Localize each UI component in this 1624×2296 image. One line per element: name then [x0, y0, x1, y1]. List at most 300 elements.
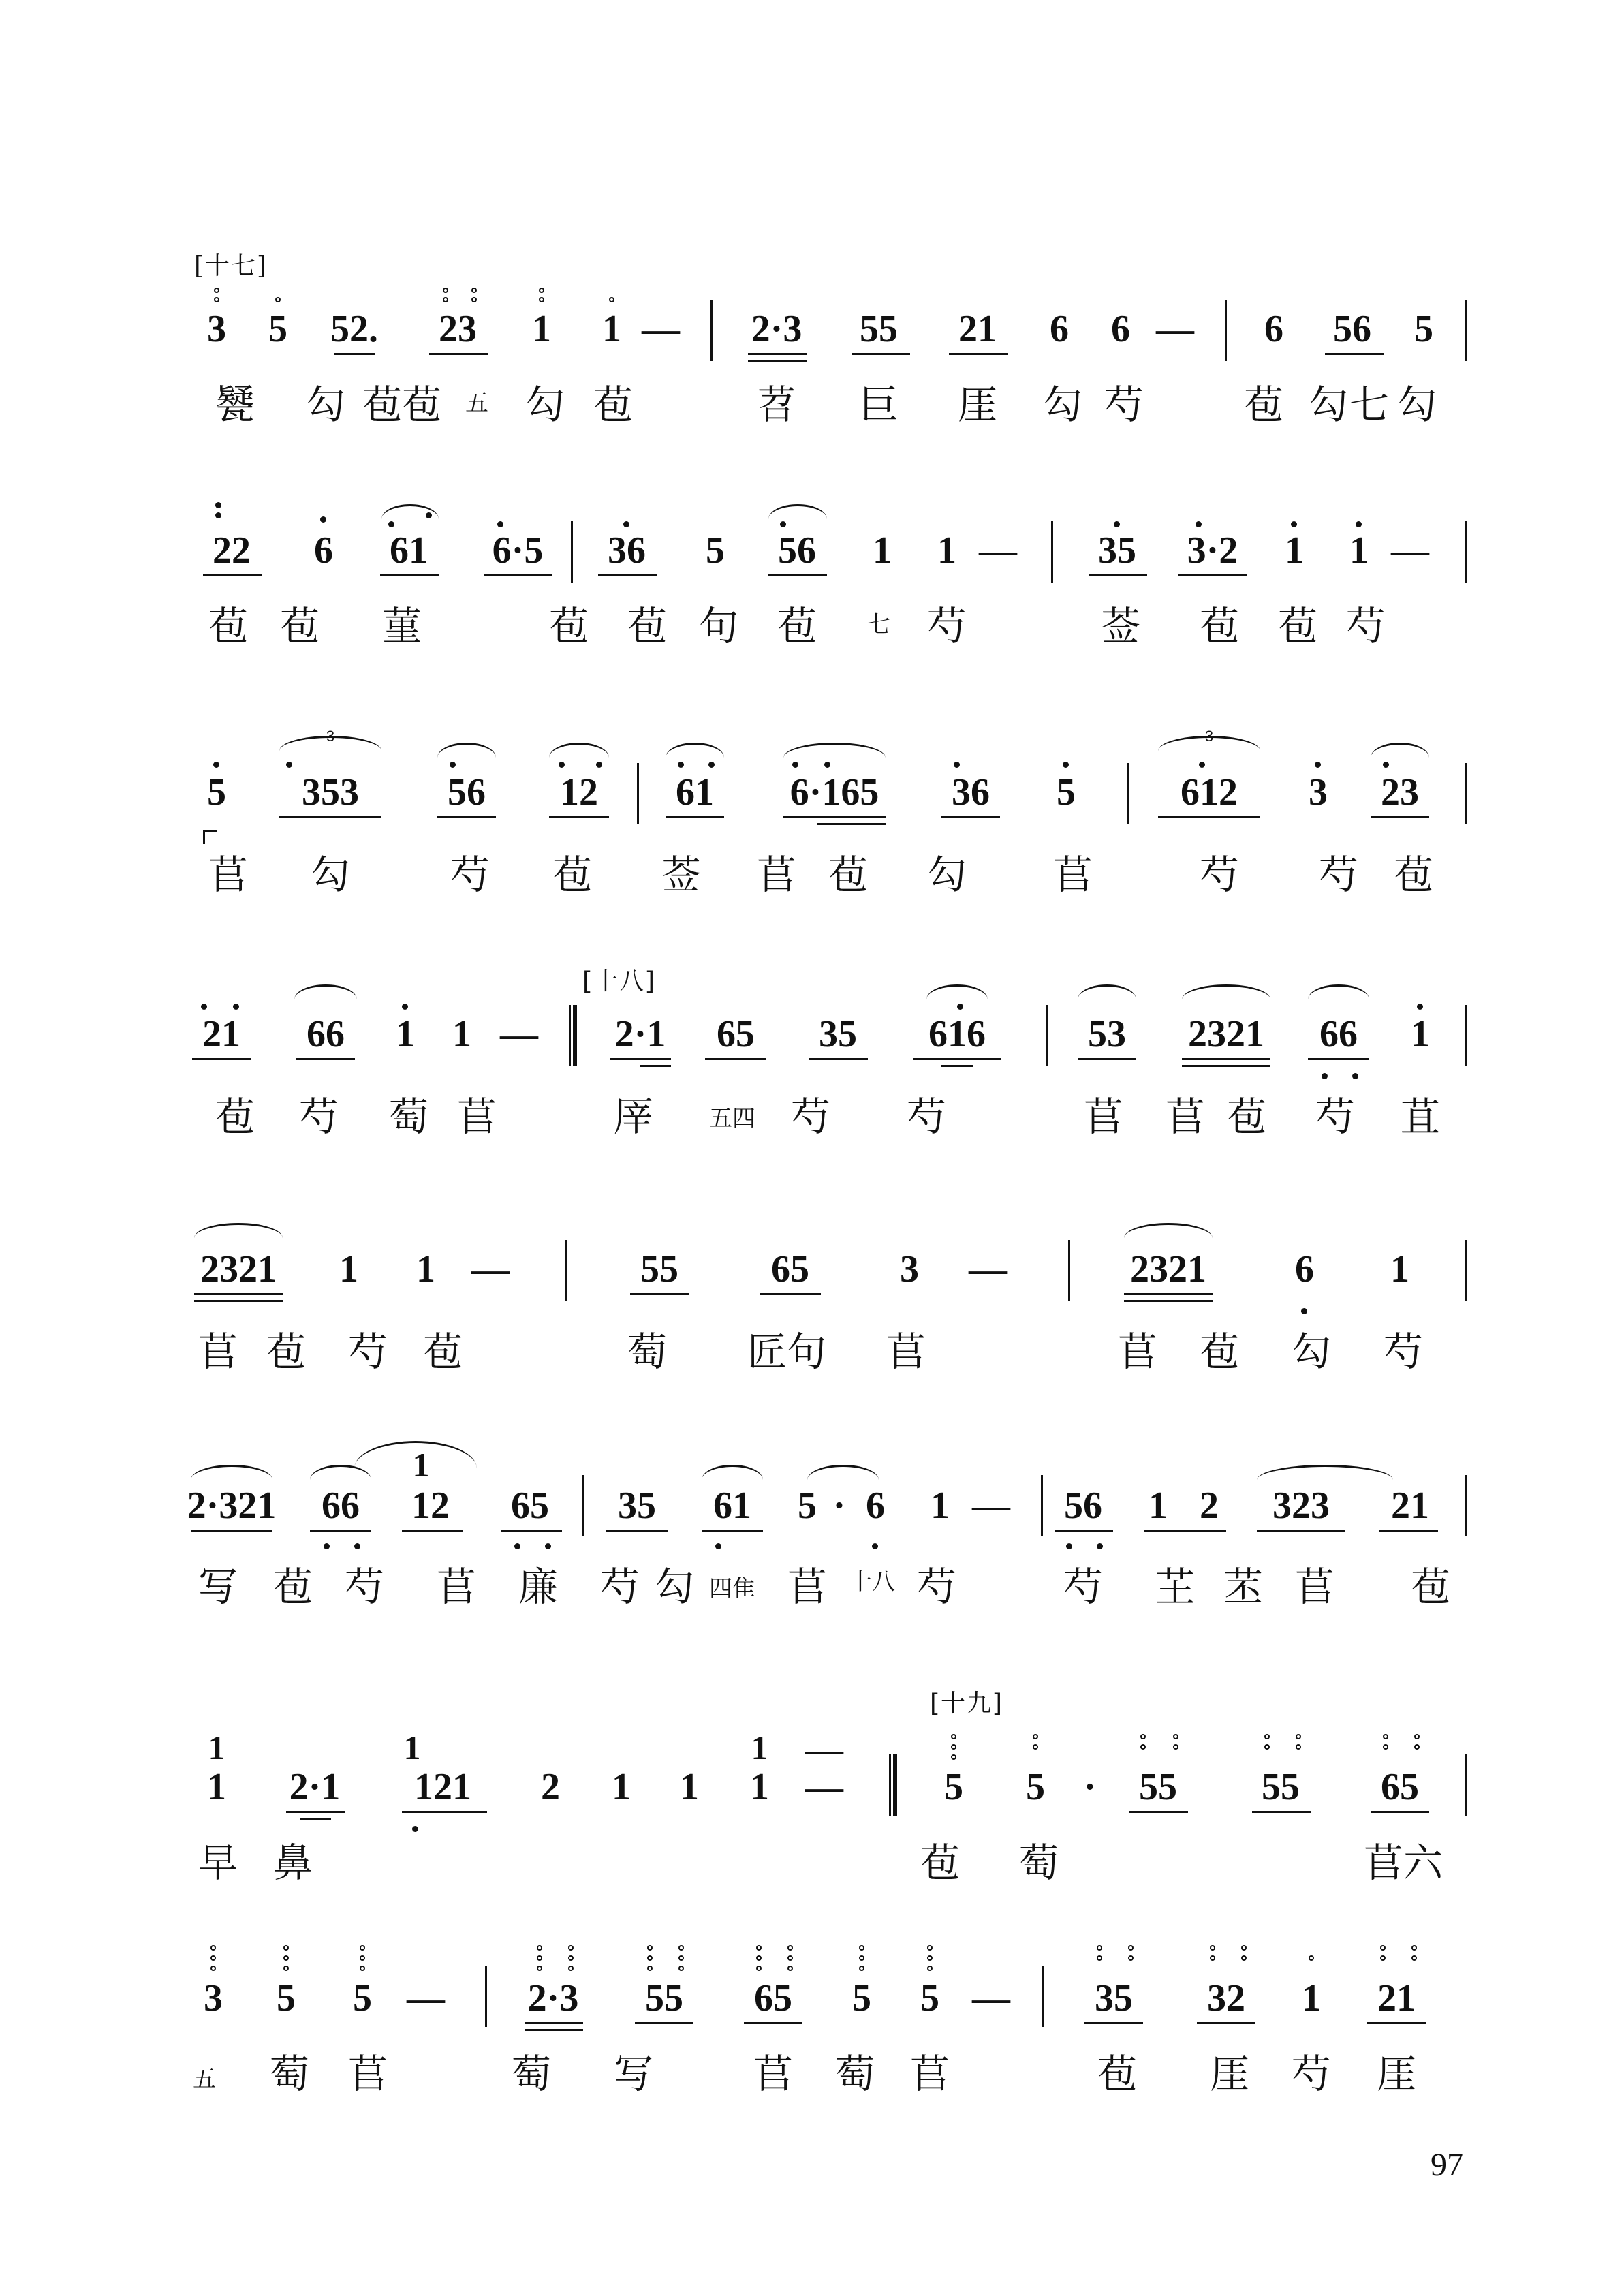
barline — [1465, 1240, 1467, 1301]
octave-dot — [647, 1955, 653, 1961]
note: 3 — [900, 1248, 919, 1290]
octave-dot — [1411, 1945, 1417, 1951]
tab-symbol: 苞 — [593, 382, 634, 428]
octave-dot — [1241, 1945, 1247, 1951]
underline — [1078, 1058, 1136, 1060]
note: 21 — [1391, 1485, 1429, 1527]
note: 23 — [439, 308, 477, 350]
slur — [354, 1441, 477, 1468]
octave-dot — [951, 1734, 956, 1739]
note: 35 — [819, 1013, 857, 1055]
dot — [545, 1543, 551, 1549]
octave-dot — [609, 297, 614, 302]
note: 65 — [717, 1013, 755, 1055]
tab-symbol: 芏 — [1155, 1564, 1196, 1610]
note: — — [972, 1485, 1010, 1527]
note: 2321 — [1130, 1248, 1206, 1290]
note: — — [979, 529, 1017, 572]
dot — [514, 1543, 520, 1549]
note: 12 — [560, 771, 598, 813]
underline — [296, 1058, 355, 1060]
note: — — [407, 1977, 445, 2019]
note: 35 — [618, 1485, 656, 1527]
tab-symbol: 鼻 — [272, 1840, 313, 1886]
note: · — [1083, 1766, 1097, 1808]
underline — [1089, 574, 1147, 576]
octave-dot — [539, 288, 544, 293]
dot — [354, 1543, 360, 1549]
note: — — [471, 1248, 510, 1290]
underline — [1182, 1058, 1270, 1060]
tab-symbol: 勾 — [1308, 382, 1349, 428]
barline — [1041, 1475, 1043, 1536]
tab-symbol: 十八 — [849, 1568, 895, 1596]
dot — [213, 762, 219, 768]
octave-dot — [927, 1945, 933, 1951]
octave-dot — [1414, 1734, 1420, 1739]
note: 66 — [1320, 1013, 1358, 1055]
underline — [437, 816, 496, 818]
octave-dot — [1210, 1955, 1215, 1961]
underline — [1379, 1530, 1438, 1532]
tab-symbol: 芍 — [450, 852, 490, 898]
octave-dot — [1128, 1955, 1134, 1961]
note: 66 — [322, 1485, 360, 1527]
tab-symbol: 㽈 — [215, 382, 255, 428]
dot — [954, 762, 960, 768]
tab-symbol: 巨 — [858, 382, 899, 428]
triplet-mark: 3 — [1204, 728, 1214, 745]
dot — [1196, 521, 1202, 527]
tab-symbol: 苞 — [552, 852, 593, 898]
tab-symbol: 莶 — [1100, 603, 1141, 649]
octave-dot — [1140, 1734, 1146, 1739]
tab-symbol: 芍 — [1345, 603, 1386, 649]
underline — [610, 1058, 671, 1060]
tab-symbol: 苞 — [272, 1564, 313, 1610]
dot — [324, 1543, 330, 1549]
note: 2 — [541, 1766, 560, 1808]
octave-dot — [1383, 1734, 1388, 1739]
dot — [1097, 1543, 1103, 1549]
dot — [678, 762, 684, 768]
octave-dot — [537, 1966, 542, 1971]
octave-dot — [787, 1955, 793, 1961]
dot — [1356, 521, 1362, 527]
note: 121 — [414, 1766, 471, 1808]
tab-symbol: 厓 — [1376, 2051, 1417, 2097]
note: 5 — [277, 1977, 296, 2019]
underline — [525, 2029, 583, 2031]
note: 56 — [1333, 308, 1371, 350]
tab-symbol: 萄 — [269, 2051, 310, 2097]
octave-dot — [647, 1945, 653, 1951]
slur — [1124, 1223, 1213, 1238]
dot — [1066, 1543, 1072, 1549]
note: 5 — [798, 1485, 817, 1527]
octave-dot — [283, 1955, 289, 1961]
note: 36 — [608, 529, 646, 572]
note: 1 — [612, 1766, 631, 1808]
underline — [192, 1058, 251, 1060]
note: 2·3 — [751, 308, 802, 350]
octave-dot — [214, 288, 219, 293]
octave-dot — [678, 1955, 684, 1961]
underline — [1124, 1293, 1213, 1295]
note: 61 — [713, 1485, 751, 1527]
dot — [1199, 762, 1205, 768]
tab-symbol: 勾 — [926, 852, 967, 898]
barline — [1465, 521, 1467, 583]
dot — [1322, 1073, 1328, 1079]
note: 1 — [931, 1485, 950, 1527]
note: 22 — [213, 529, 251, 572]
tab-symbol: 苞 — [1277, 603, 1318, 649]
note: 616 — [928, 1013, 986, 1055]
note: 2·1 — [614, 1013, 666, 1055]
note: 5 — [268, 308, 287, 350]
note: 6 — [314, 529, 333, 572]
note: 21 — [958, 308, 997, 350]
note: 65 — [511, 1485, 549, 1527]
tab-symbol: 苞 — [266, 1329, 307, 1375]
slur — [768, 504, 827, 519]
note: 65 — [771, 1248, 809, 1290]
note: 5 — [1057, 771, 1076, 813]
octave-dot — [283, 1945, 289, 1951]
note: 6 — [1264, 308, 1283, 350]
tab-symbol: 芍 — [344, 1564, 385, 1610]
underline — [286, 1811, 345, 1813]
note: — — [1156, 308, 1194, 350]
tab-symbol: 芍 — [1291, 2051, 1332, 2097]
underline — [1084, 2022, 1143, 2024]
tab-symbol: 五 — [465, 390, 488, 417]
note: 12 — [411, 1485, 450, 1527]
note: 32 — [1207, 1977, 1245, 2019]
note: 55 — [860, 308, 898, 350]
note: 53 — [1088, 1013, 1126, 1055]
dot — [402, 1004, 408, 1010]
octave-dot — [275, 297, 281, 302]
note: 1 — [1390, 1248, 1409, 1290]
octave-dot — [756, 1966, 762, 1971]
octave-dot — [1140, 1744, 1146, 1750]
tab-symbol: 句 — [698, 603, 739, 649]
dot — [450, 762, 456, 768]
underline — [705, 1058, 766, 1060]
barline — [1465, 1754, 1467, 1816]
note: 323 — [1272, 1485, 1330, 1527]
note: 5 — [207, 771, 226, 813]
octave-dot — [1411, 1955, 1417, 1961]
dot — [708, 762, 715, 768]
slur — [279, 736, 381, 751]
octave-dot — [1414, 1744, 1420, 1750]
dot — [1383, 762, 1389, 768]
note: 1 — [1285, 529, 1304, 572]
note: 1 — [452, 1013, 471, 1055]
note: 3 — [1309, 771, 1328, 813]
underline — [852, 353, 910, 355]
note: 1 — [602, 308, 621, 350]
octave-dot — [927, 1955, 933, 1961]
note: 2·321 — [187, 1485, 277, 1527]
underline — [598, 574, 657, 576]
note: — — [642, 308, 680, 350]
note: 1 — [937, 529, 956, 572]
note: 1 — [207, 1766, 226, 1808]
underline — [334, 353, 375, 355]
note: 1 — [1349, 529, 1369, 572]
tab-symbol: 早 — [198, 1840, 238, 1886]
note: 23 — [1381, 771, 1419, 813]
octave-dot — [471, 297, 477, 302]
octave-dot — [568, 1966, 574, 1971]
tab-symbol: 写 — [198, 1564, 238, 1610]
double-barline — [569, 1005, 577, 1066]
tab-symbol: 苞 — [1199, 1329, 1240, 1375]
dot — [412, 1826, 418, 1832]
octave-dot — [859, 1966, 864, 1971]
tab-symbol: 勾 — [310, 852, 351, 898]
barline — [1051, 521, 1053, 583]
octave-dot — [647, 1966, 653, 1971]
note: 612 — [1181, 771, 1238, 813]
note: 55 — [645, 1977, 683, 2019]
note: 3 — [204, 1977, 223, 2019]
tab-symbol: 五 — [193, 2066, 216, 2093]
tab-symbol: 苢 — [753, 2051, 794, 2097]
note: 1 — [1302, 1977, 1321, 2019]
note: 2·1 — [289, 1766, 341, 1808]
note: 3·2 — [1187, 529, 1238, 572]
underline — [1367, 2022, 1426, 2024]
tab-symbol: 苞 — [920, 1840, 961, 1886]
tab-symbol: 芍 — [790, 1093, 831, 1140]
slur — [191, 1465, 272, 1480]
underline — [310, 1530, 371, 1532]
note: 21 — [202, 1013, 240, 1055]
note: 55 — [1262, 1766, 1300, 1808]
underline — [1124, 1300, 1213, 1302]
note: 1 — [416, 1248, 435, 1290]
underline — [941, 816, 1000, 818]
octave-dot — [568, 1945, 574, 1951]
underline — [1178, 574, 1247, 576]
octave-dot — [443, 297, 448, 302]
note: 1 — [339, 1248, 358, 1290]
slur — [666, 743, 724, 758]
note: 5 — [852, 1977, 871, 2019]
barline — [565, 1240, 567, 1301]
dot — [596, 762, 602, 768]
slur — [437, 743, 496, 758]
tab-symbol: 厗 — [613, 1093, 654, 1140]
octave-dot — [678, 1945, 684, 1951]
octave-dot — [1033, 1734, 1038, 1739]
dot — [233, 1004, 239, 1010]
note: 35 — [1098, 529, 1136, 572]
tab-symbol: 芍 — [916, 1564, 957, 1610]
octave-dot — [1296, 1734, 1301, 1739]
dot — [497, 521, 503, 527]
tab-symbol: 苢 — [198, 1329, 238, 1375]
octave-dot — [1264, 1734, 1270, 1739]
underline — [300, 1818, 331, 1820]
underline — [194, 1293, 283, 1295]
note: 66 — [307, 1013, 345, 1055]
tab-symbol: 苞 — [1199, 603, 1240, 649]
octave-dot — [1296, 1744, 1301, 1750]
double-barline — [889, 1754, 897, 1816]
tab-symbol: 四隹 — [709, 1575, 755, 1602]
bracket-mark — [203, 830, 217, 844]
tab-symbol: 苢 — [347, 2051, 388, 2097]
dot — [1352, 1073, 1358, 1079]
barline — [1127, 763, 1129, 824]
octave-dot — [1128, 1945, 1134, 1951]
tab-symbol: 廉 — [518, 1564, 559, 1610]
section-label-18: [十八] — [582, 967, 657, 995]
note: — — [500, 1013, 538, 1055]
note: 1 — [873, 529, 892, 572]
note: 1 — [208, 1728, 225, 1767]
note: 1 — [1149, 1485, 1168, 1527]
underline — [635, 2022, 693, 2024]
note: 56 — [1064, 1485, 1102, 1527]
dot — [559, 762, 565, 768]
barline — [1465, 300, 1467, 361]
tab-symbol: 苞 — [548, 603, 589, 649]
slur — [807, 1465, 879, 1480]
tab-symbol: 苢 — [1117, 1329, 1158, 1375]
note: 5 — [920, 1977, 939, 2019]
tab-symbol: 苢 — [1052, 852, 1093, 898]
section-label-17: [十七] — [194, 252, 268, 280]
octave-dot — [443, 288, 448, 293]
barline — [1465, 763, 1467, 824]
tab-symbol: 勾 — [525, 382, 565, 428]
dot — [1417, 1004, 1423, 1010]
tab-symbol: 芍 — [1315, 1093, 1356, 1140]
tab-symbol: 芍 — [1318, 852, 1359, 898]
barline — [1465, 1475, 1467, 1536]
note: 6 — [1295, 1248, 1314, 1290]
octave-dot — [859, 1945, 864, 1951]
tab-symbol: 苕 — [756, 382, 797, 428]
octave-dot — [1380, 1945, 1386, 1951]
barline — [637, 763, 639, 824]
underline — [1371, 1811, 1429, 1813]
tab-symbol: 勾 — [1396, 382, 1437, 428]
octave-dot — [1210, 1945, 1215, 1951]
note: 55 — [640, 1248, 678, 1290]
octave-dot — [1173, 1734, 1178, 1739]
tab-symbol: 萄 — [627, 1329, 668, 1375]
underline — [1055, 1530, 1113, 1532]
underline — [402, 1811, 487, 1813]
tab-symbol: 苢六 — [1363, 1840, 1443, 1886]
dot — [1114, 521, 1120, 527]
dot — [715, 1543, 721, 1549]
tab-symbol: 苞 — [777, 603, 817, 649]
note: — — [972, 1977, 1010, 2019]
tab-symbol: 菫 — [381, 603, 422, 649]
octave-dot — [360, 1966, 365, 1971]
underline — [484, 574, 552, 576]
note: 1 — [403, 1728, 421, 1767]
underline — [549, 816, 609, 818]
tab-symbol: 苞 — [215, 1093, 255, 1140]
underline — [817, 823, 886, 825]
tab-symbol: 芍 — [1383, 1329, 1424, 1375]
octave-dot — [214, 297, 219, 302]
underline — [279, 816, 381, 818]
note: 1 — [750, 1766, 769, 1808]
dot — [824, 762, 830, 768]
note: 35 — [1095, 1977, 1133, 2019]
octave-dot — [756, 1955, 762, 1961]
dot — [1315, 762, 1321, 768]
barline — [485, 1966, 487, 2027]
octave-dot — [1033, 1744, 1038, 1750]
underline — [1371, 816, 1429, 818]
octave-dot — [360, 1955, 365, 1961]
tab-symbol: 芍 — [599, 1564, 640, 1610]
slur — [1371, 743, 1429, 758]
tab-symbol: 莶 — [661, 852, 702, 898]
tab-symbol: 苤 — [1223, 1564, 1264, 1610]
octave-dot — [537, 1955, 542, 1961]
note: — — [969, 1248, 1007, 1290]
tab-symbol: 勾 — [1042, 382, 1083, 428]
tab-symbol: 苢 — [436, 1564, 477, 1610]
note: — — [1391, 529, 1429, 572]
slur — [1308, 984, 1369, 999]
octave-dot — [951, 1754, 956, 1760]
barline — [1046, 1005, 1048, 1066]
underline — [501, 1530, 562, 1532]
underline — [1325, 353, 1384, 355]
tab-symbol: 苞 — [1226, 1093, 1267, 1140]
tab-symbol: 苢 — [456, 1093, 497, 1140]
tab-symbol: 苢 — [909, 2051, 950, 2097]
underline — [606, 1530, 668, 1532]
tab-symbol: 萄 — [511, 2051, 552, 2097]
slur — [702, 1465, 763, 1480]
note: 65 — [1381, 1766, 1419, 1808]
dot — [215, 502, 221, 508]
underline — [630, 1293, 689, 1295]
note: 1 — [396, 1013, 415, 1055]
note: 56 — [448, 771, 486, 813]
tab-symbol: 勾 — [305, 382, 346, 428]
underline — [809, 1058, 868, 1060]
barline — [1042, 1966, 1044, 2027]
barline — [582, 1475, 584, 1536]
note: 2321 — [1188, 1013, 1264, 1055]
underline — [1308, 1058, 1369, 1060]
note: 1 — [412, 1446, 430, 1484]
tab-symbol: 苢 — [886, 1329, 926, 1375]
note: 2 — [1200, 1485, 1219, 1527]
dot — [286, 762, 292, 768]
underline — [203, 574, 262, 576]
octave-dot — [568, 1955, 574, 1961]
note: · — [832, 1485, 846, 1527]
tab-symbol: 厓 — [1209, 2051, 1250, 2097]
